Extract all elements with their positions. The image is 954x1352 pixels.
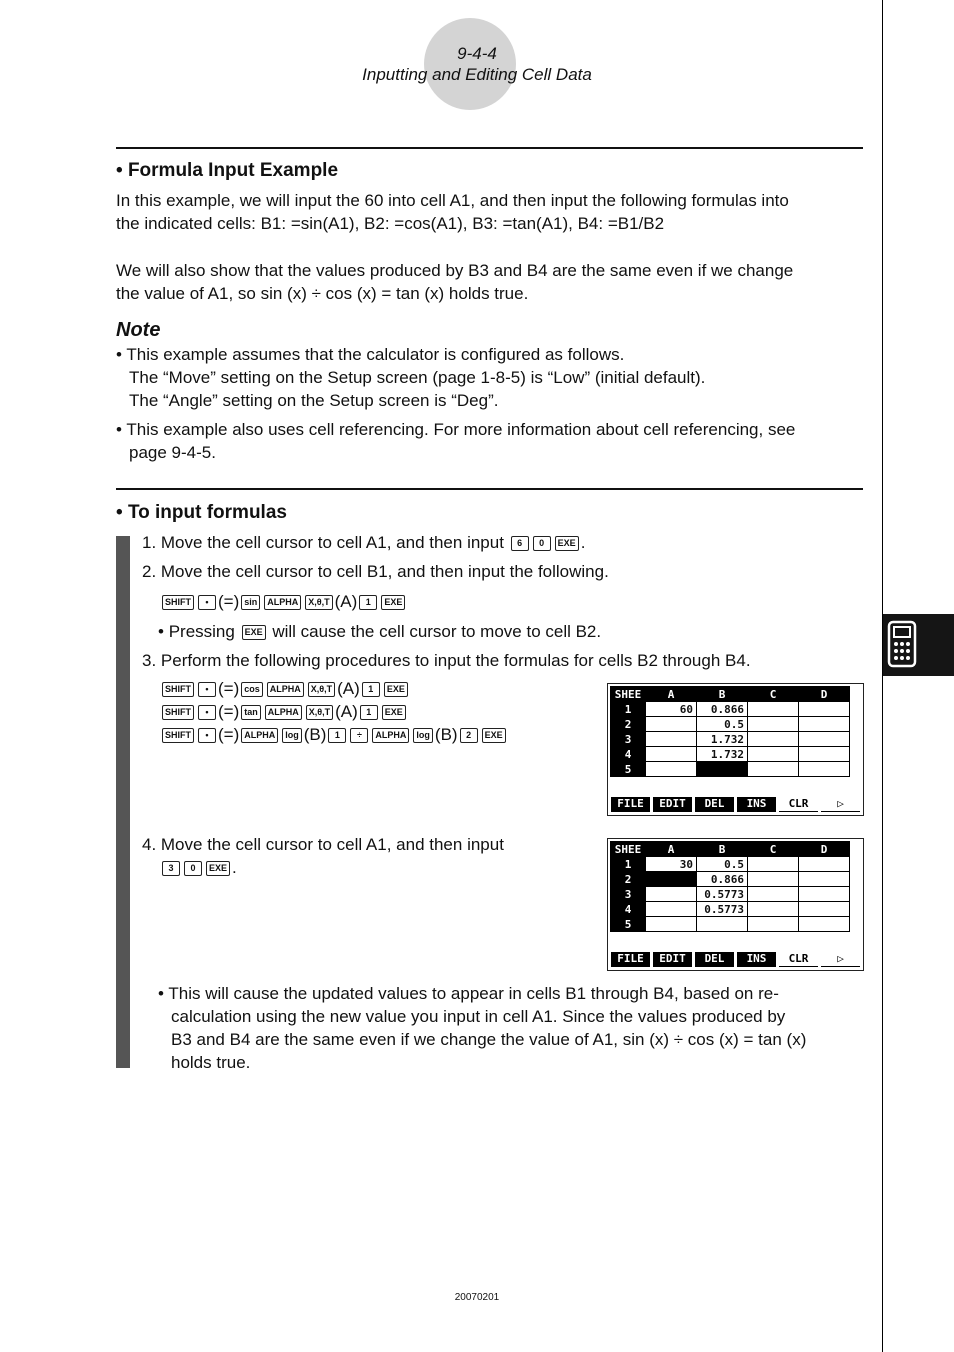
table-row: 4 0.5773	[611, 902, 850, 917]
menu-clr: CLR	[779, 952, 818, 967]
calculator-screen	[607, 683, 864, 816]
menu-file: FILE	[611, 952, 650, 967]
key-sequence: SHIFT • (=) cos ALPHA X,θ,T (A) 1 EXE	[160, 677, 410, 700]
spreadsheet-grid	[610, 686, 850, 777]
menu-del: DEL	[695, 952, 734, 967]
section-rule	[116, 488, 863, 490]
menu-edit: EDIT	[653, 797, 692, 812]
table-row: 3 1.732	[611, 732, 850, 747]
step-4: 4. Move the cell cursor to cell A1, and then input 3 0 EXE .	[142, 835, 504, 877]
menu-next-icon: ▷	[821, 797, 860, 812]
table-row: 3 0.5773	[611, 887, 850, 902]
table-row: 1 30 0.5	[611, 857, 850, 872]
key-sequence: SHIFT • (=) sin ALPHA X,θ,T (A) 1 EXE	[160, 590, 407, 613]
step-3: 3. Perform the following procedures to input the formulas for cells B2 through B4.	[142, 651, 751, 670]
section-heading: • To input formulas	[116, 502, 287, 523]
section-heading: • Formula Input Example	[116, 160, 339, 181]
menu-file: FILE	[611, 797, 650, 812]
explanation-paragraph: We will also show that the values produced by B3 and B4 are the same even if we change the value of A1, so sin (x) ÷ cos (x) = tan (x) holds true.	[116, 261, 794, 303]
note-heading: Note	[116, 319, 161, 341]
spreadsheet-grid	[610, 841, 850, 932]
column-header: D	[799, 687, 850, 702]
menu-clr: CLR	[779, 797, 818, 812]
calculator-icon	[887, 620, 917, 668]
step-1: 1. Move the cell cursor to cell A1, and then input 6 0 EXE .	[142, 533, 586, 552]
column-header: C	[748, 687, 799, 702]
column-header: A	[646, 687, 697, 702]
calculator-screen	[607, 838, 864, 971]
cell-cursor	[646, 872, 697, 887]
note-bullet: • This example assumes that the calculator is configured as follows. The “Move” setting on the Setup screen (page 1-8-5) is “Low” (initial default). The “Angle” setting on the Setup screen is “Deg”.	[116, 345, 706, 410]
column-header: SHEE	[611, 842, 646, 857]
intro-paragraph: In this example, we will input the 60 into cell A1, and then input the following formulas into the indicated cells: B1: =sin(A1), B2: =cos(A1), B3: =tan(A1), B4: =B1/B2	[116, 191, 789, 233]
step-2-note: • Pressing EXE will cause the cell cursor to move to cell B2.	[158, 622, 602, 641]
column-header: C	[748, 842, 799, 857]
table-row: 5	[611, 917, 850, 932]
function-menu	[611, 952, 860, 967]
menu-del: DEL	[695, 797, 734, 812]
key-sequence: SHIFT • (=) tan ALPHA X,θ,T (A) 1 EXE	[160, 700, 408, 723]
table-row: 4 1.732	[611, 747, 850, 762]
table-row: 2 0.866	[611, 872, 850, 887]
column-header: D	[799, 842, 850, 857]
menu-ins: INS	[737, 797, 776, 812]
menu-edit: EDIT	[653, 952, 692, 967]
right-margin-rule	[882, 0, 883, 1352]
header-circle	[424, 18, 516, 110]
page-number: 9-4-4	[457, 44, 497, 63]
chapter-tab	[883, 614, 954, 676]
table-row: 2 0.5	[611, 717, 850, 732]
column-header: B	[697, 687, 748, 702]
final-note: • This will cause the updated values to appear in cells B1 through B4, based on re- calculation using the new value you input in cell A1. Since the values produced by B3 and B4 are the same even if we change the value of A1, sin (x) ÷ cos (x) = tan (x) holds true.	[158, 984, 807, 1072]
column-header: B	[697, 842, 748, 857]
note-bullet: • This example also uses cell referencing. For more information about cell referencing, see page 9-4-5.	[116, 420, 796, 462]
footer-code: 20070201	[454, 1292, 500, 1303]
table-row: 5	[611, 762, 850, 777]
column-header: SHEE	[611, 687, 646, 702]
menu-next-icon: ▷	[821, 952, 860, 967]
table-row: 1 60 0.866	[611, 702, 850, 717]
column-header: A	[646, 842, 697, 857]
key-sequence: SHIFT • (=) ALPHA log (B) 1 ÷ ALPHA log (B) 2 EXE	[160, 723, 508, 746]
function-menu	[611, 797, 860, 812]
step-2: 2. Move the cell cursor to cell B1, and then input the following.	[142, 562, 609, 581]
cell-cursor	[697, 762, 748, 777]
section-rule	[116, 147, 863, 149]
menu-ins: INS	[737, 952, 776, 967]
page-title: Inputting and Editing Cell Data	[362, 65, 592, 84]
procedure-bar	[116, 536, 130, 1068]
